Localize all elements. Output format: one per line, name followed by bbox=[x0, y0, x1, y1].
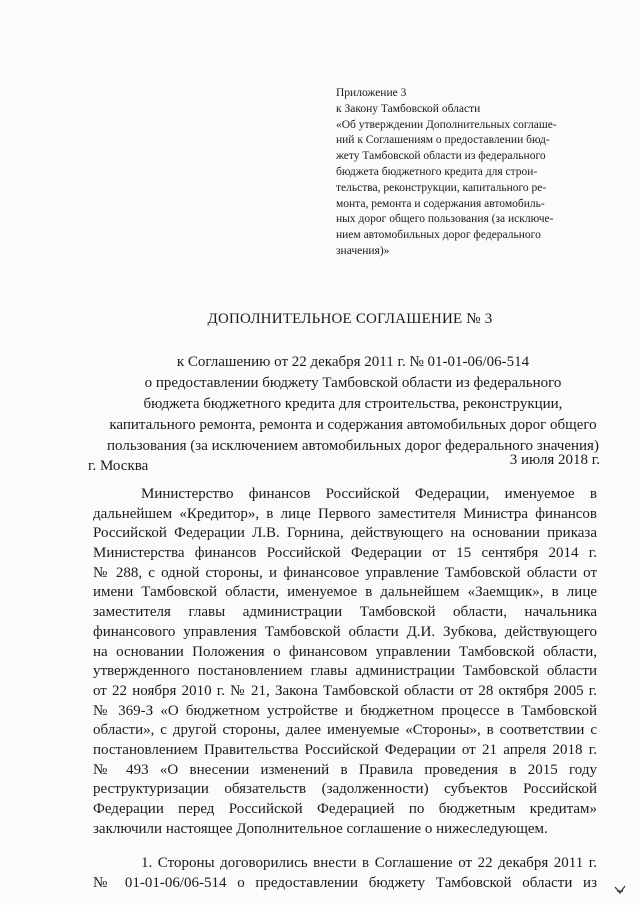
body-line: утвержденного постановлением главы администрации Тамбовской области bbox=[93, 663, 597, 680]
body-line: Министерство финансов Российской Федерации, именуемое в bbox=[141, 486, 597, 502]
body-line: реструктуризации обязательств (задолженности) субъектов Российской bbox=[93, 781, 597, 798]
subtitle-line: о предоставлении бюджету Тамбовской области из федерального bbox=[144, 375, 562, 391]
body-line: Министерства финансов Российской Федерации от 15 сентября 2014 г. bbox=[93, 545, 597, 562]
appendix-header bbox=[336, 86, 598, 260]
body-line: заключили настоящее Дополнительное соглашение о нижеследующем. bbox=[93, 820, 548, 837]
body-line: дальнейшем «Кредитор», в лице Первого заместителя Министра финансов bbox=[93, 505, 597, 522]
body-line: от 22 ноября 2010 г. № 21, Закона Тамбовской области от 28 октября 2005 г. bbox=[93, 682, 597, 699]
body-line: на основании Положения о финансовом управлении Тамбовской области, bbox=[93, 643, 597, 660]
subtitle-line: пользования (за исключением автомобильных дорог федерального значения) bbox=[107, 438, 599, 454]
appendix-line: Приложение 3 bbox=[336, 87, 407, 99]
place: г. Москва bbox=[88, 458, 149, 474]
subtitle-line: к Соглашению от 22 декабря 2011 г. № 01-01-06/06-514 bbox=[176, 354, 530, 370]
appendix-line: монта, ремонта и содержания автомобиль- bbox=[336, 197, 545, 210]
subtitle-line: капитального ремонта, ремонта и содержания автомобильных дорог общего bbox=[109, 417, 597, 433]
body-line: № 493 «О внесении изменений в Правила проведения в 2015 году bbox=[93, 761, 597, 778]
appendix-line: «Об утверждении Дополнительных соглаше- bbox=[336, 118, 557, 131]
paragraph-1 bbox=[93, 485, 597, 839]
subtitle-line: бюджета бюджетного кредита для строительства, реконструкции, bbox=[143, 396, 563, 412]
handwritten-mark-icon bbox=[614, 885, 626, 895]
body-line: 1. Стороны договорились внести в Соглашение от 22 декабря 2011 г. bbox=[141, 855, 597, 872]
document-subtitle bbox=[88, 352, 618, 457]
document-body bbox=[93, 485, 597, 894]
body-line: постановлением Правительства Российской Федерации от 21 апреля 2018 г. bbox=[93, 741, 597, 758]
body-line: № 288, с одной стороны, и финансовое управление Тамбовской области от bbox=[93, 564, 597, 581]
body-line: финансового управления Тамбовской области Д.И. Зубкова, действующего bbox=[93, 623, 597, 640]
appendix-line: к Закону Тамбовской области bbox=[336, 102, 481, 115]
body-line: Федерации перед Российской Федерацией по бюджетным кредитам» bbox=[93, 801, 597, 817]
body-line: заместителя главы администрации Тамбовской области, начальника bbox=[93, 604, 597, 621]
appendix-line: ных дорог общего пользования (за исключе- bbox=[336, 213, 554, 226]
appendix-line: нием автомобильных дорог федерального bbox=[336, 229, 541, 242]
document-title: ДОПОЛНИТЕЛЬНОЕ СОГЛАШЕНИЕ № 3 bbox=[207, 311, 493, 327]
paragraph-2 bbox=[93, 854, 597, 893]
appendix-line: ний к Соглашениям о предоставлении бюд- bbox=[336, 134, 550, 147]
date: 3 июля 2018 г. bbox=[509, 452, 600, 468]
appendix-line: бюджета бюджетного кредита для строи- bbox=[336, 165, 538, 178]
body-line: № 01-01-06/06-514 о предоставлении бюджету Тамбовской области из bbox=[93, 875, 597, 892]
appendix-line: жету Тамбовской области из федерального bbox=[336, 150, 546, 163]
body-line: № 369-З «О бюджетном устройстве и бюджетном процессе в Тамбовской bbox=[93, 702, 597, 719]
body-line: области», с другой стороны, далее именуемые «Стороны», в соответствии с bbox=[93, 722, 597, 739]
appendix-line: значения)» bbox=[336, 244, 390, 257]
body-line: имени Тамбовской области, именуемое в дальнейшем «Заемщик», в лице bbox=[93, 584, 597, 601]
appendix-line: тельства, реконструкции, капитального ре- bbox=[336, 181, 547, 194]
body-line: Российской Федерации Л.В. Горнина, действующего на основании приказа bbox=[93, 525, 597, 542]
